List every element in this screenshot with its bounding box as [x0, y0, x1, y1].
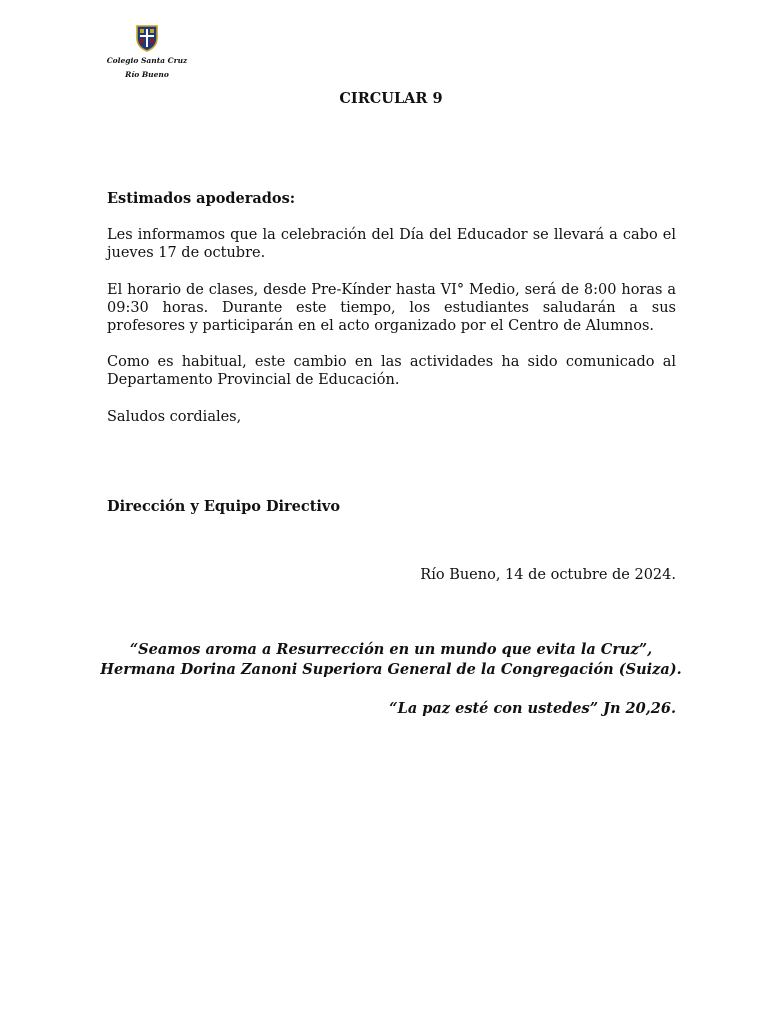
paragraph-announcement: Les informamos que la celebración del Día del Educador se llevará a cabo el jueves 17 de octubre.: [107, 227, 676, 261]
quote-line-1: “Seamos aroma a Resurrección en un mundo que evita la Cruz”,: [129, 641, 653, 658]
document-title: CIRCULAR 9: [339, 90, 443, 107]
quote-line-2: Hermana Dorina Zanoni Superiora General de la Congregación (Suiza).: [100, 661, 682, 678]
school-header: [104, 24, 190, 80]
motto-quote: [100, 640, 682, 680]
signer: Dirección y Equipo Directivo: [107, 498, 341, 515]
place-date: Río Bueno, 14 de octubre de 2024.: [420, 567, 676, 583]
school-name: Colegio Santa Cruz: [106, 56, 188, 65]
greeting: Estimados apoderados:: [107, 190, 296, 207]
paragraph-schedule: El horario de clases, desde Pre-Kínder hasta VI° Medio, será de 8:00 horas a 09:30 horas. Durante este tiempo, los estudiantes saludarán a sus profesores y participarán en el acto organizado por el Centro de Alumnos.: [107, 282, 676, 334]
school-city: Río Bueno: [125, 70, 169, 79]
school-crest-icon: [135, 24, 159, 52]
paragraph-notice: Como es habitual, este cambio en las actividades ha sido comunicado al Departamento Provincial de Educación.: [107, 354, 676, 388]
bible-verse: “La paz esté con ustedes” Jn 20,26.: [389, 700, 676, 717]
closing: Saludos cordiales,: [107, 409, 242, 425]
